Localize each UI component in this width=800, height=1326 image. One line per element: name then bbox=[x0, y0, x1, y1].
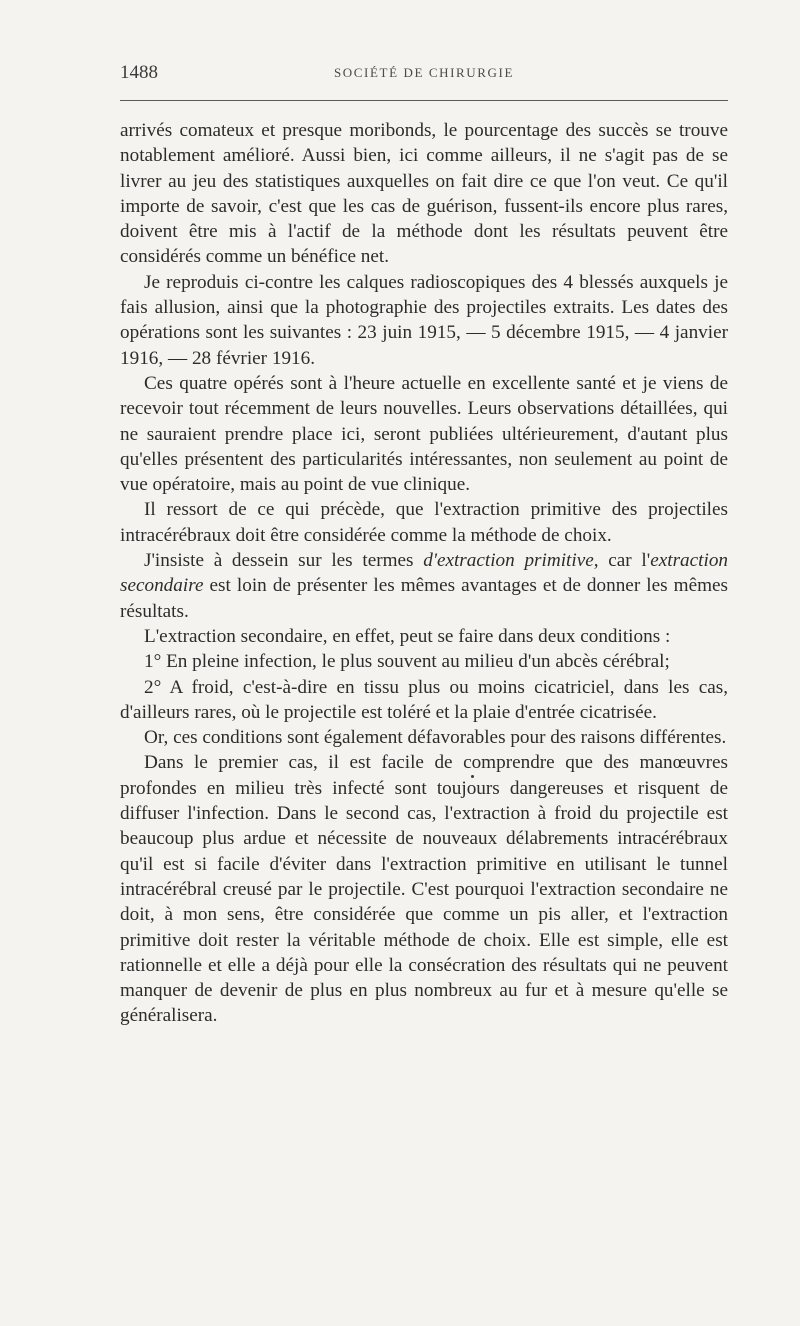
paragraph-4: Il ressort de ce qui précède, que l'extraction primitive des projectiles intracérébraux doit être considérée comme la méthode de choix. bbox=[120, 499, 728, 546]
term-extraction-primitive: d'extraction primitive bbox=[423, 550, 594, 572]
paragraph-8: 2° A froid, c'est-à-dire en tissu plus ou moins cicatriciel, dans les cas, d'ailleurs rares, où le projectile est toléré et la plaie d'entrée cicatrisée. bbox=[120, 676, 728, 723]
paragraph-7: 1° En pleine infection, le plus souvent au milieu d'un abcès cérébral; bbox=[144, 651, 670, 673]
paragraph-2: Je reproduis ci-contre les calques radioscopiques des 4 blessés auxquels je fais allusion, ainsi que la photographie des projectiles extraits. Les dates des opérations sont les suivantes : 23 juin 1915, — 5 décembre 1915, — 4 janvier 1916, — 28 février 1916. bbox=[120, 271, 728, 369]
paragraph-1: arrivés comateux et presque moribonds, le pourcentage des succès se trouve notablement amélioré. Aussi bien, ici comme ailleurs, il ne s'agit pas de se livrer au jeu des statistiques auxquelles on fait dire ce que l'on veut. Ce qu'il importe de savoir, c'est que les cas de guérison, fussent-ils encore plus rares, doivent être mis à l'actif de la méthode dont les résultats peuvent être considérés comme un bénéfice net. bbox=[120, 120, 728, 268]
print-speck bbox=[471, 775, 474, 778]
running-title: SOCIÉTÉ DE CHIRURGIE bbox=[333, 65, 515, 80]
header-rule bbox=[120, 100, 728, 101]
body-text bbox=[120, 118, 728, 1029]
paragraph-6: L'extraction secondaire, en effet, peut se faire dans deux conditions : bbox=[144, 625, 671, 647]
paragraph-5 bbox=[120, 548, 728, 624]
term-extraction-secondaire: extraction secondaire bbox=[120, 550, 729, 597]
paragraph-5-text-b: , car l' bbox=[593, 550, 651, 572]
page-header bbox=[120, 62, 728, 92]
paragraph-9: Or, ces conditions sont également défavorables pour des raisons différentes. bbox=[144, 727, 727, 749]
paragraph-3: Ces quatre opérés sont à l'heure actuelle en excellente santé et je viens de recevoir tout récemment de leurs nouvelles. Leurs observations détaillées, qui ne sauraient prendre place ici, seront publiées ultérieurement, d'autant plus qu'elles présentent des particularités intéressantes, non seulement au point de vue opératoire, mais au point de vue clinique. bbox=[120, 372, 728, 496]
page-number: 1488 bbox=[120, 62, 158, 83]
paragraph-5-text-c: est loin de présenter les mêmes avantages et de donner les mêmes résultats. bbox=[120, 575, 728, 622]
paragraph-10: Dans le premier cas, il est facile de comprendre que des manœuvres profondes en milieu très infecté sont toujours dangereuses et risquent de diffuser l'infection. Dans le second cas, l'extraction à froid du projectile est beaucoup plus ardue et nécessite de nouveaux délabrements intracérébraux qu'il est si facile d'éviter dans l'extraction primitive en utilisant le tunnel intracérébral creusé par le projectile. C'est pourquoi l'extraction secondaire ne doit, à mon sens, être considérée que comme un pis aller, et l'extraction primitive doit rester la véritable méthode de choix. Elle est simple, elle est rationnelle et elle a déjà pour elle la consécration des résultats qui ne peuvent manquer de devenir de plus en plus nombreux au fur et à mesure qu'elle se généralisera. bbox=[120, 752, 728, 1027]
paragraph-5-text-a: J'insiste à dessein sur les termes bbox=[144, 550, 424, 572]
